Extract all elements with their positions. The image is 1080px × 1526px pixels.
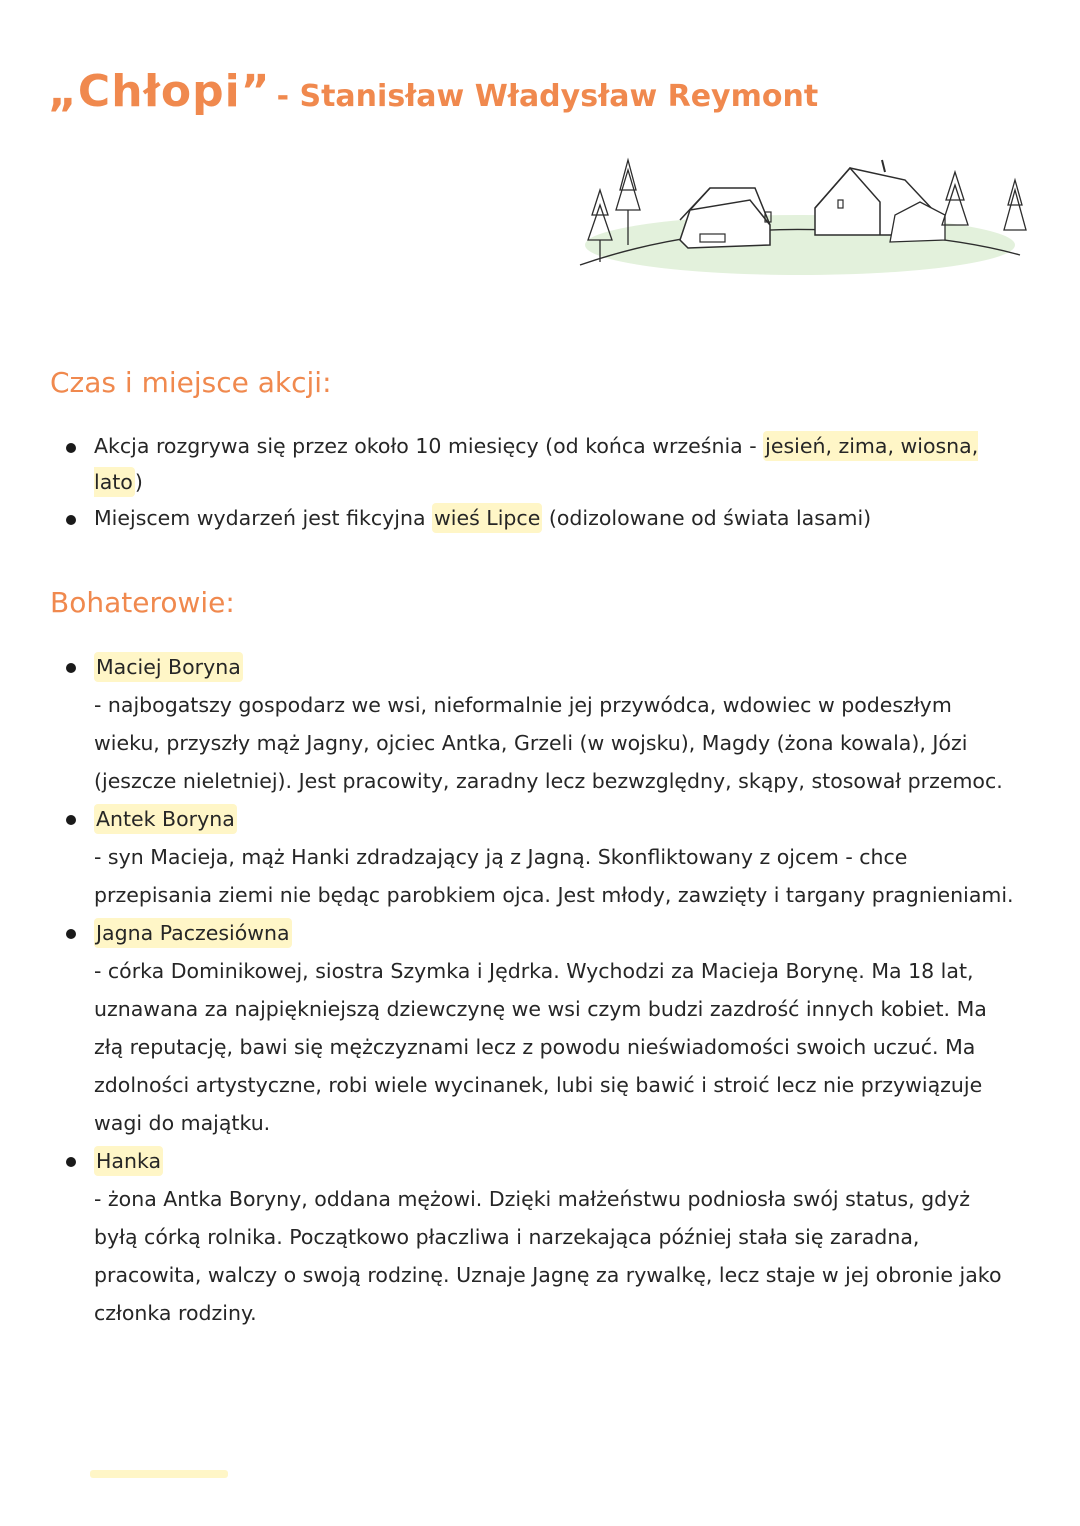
bullet-icon — [66, 515, 76, 525]
list-item — [58, 500, 1018, 536]
section-heading-bohaterowie: Bohaterowie: — [50, 586, 235, 619]
character-item — [58, 648, 1018, 800]
item-text-end: (odizolowane od świata lasami) — [542, 506, 872, 530]
village-sketch-illustration — [560, 150, 1040, 290]
page-title — [48, 66, 818, 117]
section-heading-czas: Czas i miejsce akcji: — [50, 366, 332, 399]
character-description: - córka Dominikowej, siostra Szymka i Jędrka. Wychodzi za Macieja Borynę. Ma 18 lat, uznawana za najpiękniejszą dziewczynę we wsi czym budzi zazdrość innych kobiet. Ma złą reputację, bawi się mężczyznami lecz z powodu nieświadomości swoich uczuć. Ma zdolności artystyczne, robi wiele wycinanek, lubi się bawić i stroić lecz nie przywiązuje wagi do majątku. — [94, 959, 987, 1135]
character-description: - żona Antka Boryny, oddana mężowi. Dzięki małżeństwu podniosła swój status, gdyż byłą córką rolnika. Początkowo płaczliwa i narzekająca później stała się zaradna, pracowita, walczy o swoją rodzinę. Uznaje Jagnę za rywalkę, lecz staje w jej obronie jako członka rodziny. — [94, 1187, 1002, 1325]
character-description: - najbogatszy gospodarz we wsi, nieformalnie jej przywódca, wdowiec w podeszłym wieku, przyszły mąż Jagny, ojciec Antka, Grzeli (w wojsku), Magdy (żona kowala), Józi (jeszcze nieletniej). Jest pracowity, zaradny lecz bezwzględny, skąpy, stosował przemoc. — [94, 693, 1003, 793]
character-item — [58, 800, 1018, 914]
highlighted-text: jesień, zima, wiosna, lato — [94, 431, 978, 497]
item-text: Akcja rozgrywa się przez około 10 miesięcy (od końca września - — [94, 434, 764, 458]
character-name: Maciej Boryna — [94, 652, 243, 682]
bullet-icon — [66, 929, 76, 939]
bullet-icon — [66, 815, 76, 825]
item-text-end: ) — [134, 470, 143, 494]
character-item — [58, 1142, 1018, 1332]
character-name: Antek Boryna — [94, 804, 237, 834]
page-continuation-highlight — [90, 1470, 228, 1478]
bullet-icon — [66, 1157, 76, 1167]
character-item — [58, 914, 1018, 1142]
czas-list — [58, 428, 1018, 536]
title-author: - Stanisław Władysław Reymont — [276, 79, 819, 114]
bullet-icon — [66, 663, 76, 673]
character-name: Hanka — [94, 1146, 163, 1176]
bohaterowie-list — [58, 648, 1018, 1332]
list-item — [58, 428, 1018, 500]
character-description: - syn Macieja, mąż Hanki zdradzający ją z Jagną. Skonfliktowany z ojcem - chce przepisania ziemi nie będąc parobkiem ojca. Jest młody, zawzięty i targany pragnieniami. — [94, 845, 1014, 907]
highlighted-text: wieś Lipce — [432, 503, 542, 533]
item-text: Miejscem wydarzeń jest fikcyjna — [94, 506, 433, 530]
bullet-icon — [66, 443, 76, 453]
title-main: „Chłopi” — [48, 66, 271, 117]
character-name: Jagna Paczesiówna — [94, 918, 292, 948]
